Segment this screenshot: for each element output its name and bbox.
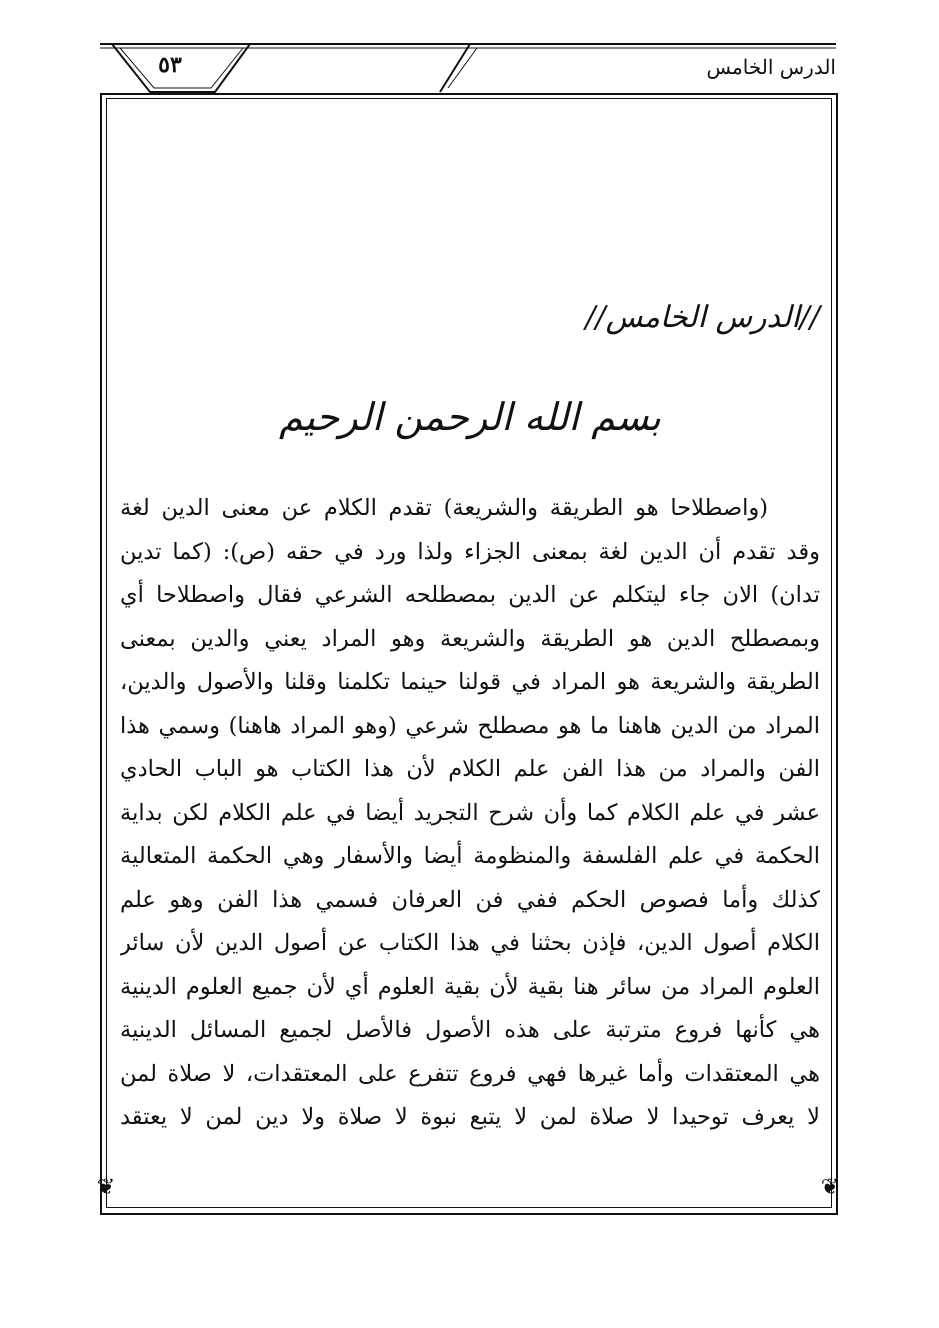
- body-line: الحكمة في علم الفلسفة والمنظومة أيضا والأسفار وهي الحكمة المتعالية: [120, 843, 820, 869]
- body-line: هي المعتقدات وأما غيرها فهي فروع تتفرع على المعتقدات، لا صلاة لمن: [120, 1060, 820, 1087]
- body-line: المراد من الدين هاهنا ما هو مصطلح شرعي (وهو المراد هاهنا) وسمي هذا: [120, 712, 820, 739]
- body-text: [120, 487, 820, 1140]
- body-line: وبمصطلح الدين هو الطريقة والشريعة وهو المراد يعني والدين بمعنى: [120, 625, 820, 652]
- page-number: ٥٣: [158, 52, 182, 78]
- body-line: عشر في علم الكلام كما وأن شرح التجريد أيضا في علم الكلام لكن بداية: [120, 799, 820, 826]
- running-head: الدرس الخامس: [706, 55, 836, 79]
- body-line: الطريقة والشريعة هو المراد في قولنا حينما تكلمنا وقلنا والأصول والدين،: [120, 669, 820, 695]
- body-line: لا يعرف توحيدا لا صلاة لمن لا يتبع نبوة لا صلاة ولا دين لمن لا يعتقد: [120, 1104, 820, 1130]
- body-line: (واصطلاحا هو الطريقة والشريعة) تقدم الكلام عن معنى الدين لغة: [120, 495, 768, 521]
- body-line: الكلام أصول الدين، فإذن بحثنا في هذا الكتاب عن أصول الدين لأن سائر: [120, 930, 820, 956]
- body-line: وقد تقدم أن الدين لغة بمعنى الجزاء ولذا ورد في حقه (ص): (كما تدين: [120, 538, 820, 565]
- body-line: كذلك وأما فصوص الحكم ففي فن العرفان فسمي هذا الفن وهو علم: [120, 886, 820, 913]
- floral-corner-icon: ❦: [96, 1175, 116, 1200]
- body-line: الفن والمراد من هذا الفن علم الكلام لأن هذا الكتاب هو الباب الحادي: [120, 756, 820, 782]
- body-line: العلوم المراد من سائر هنا بقية لأن بقية العلوم أي لأن جميع العلوم الدينية: [120, 973, 820, 1000]
- body-line: هي كأنها فروع مترتبة على هذه الأصول فالأصل لجميع المسائل الدينية: [120, 1017, 820, 1043]
- basmala: بسم الله الرحمن الرحيم: [279, 395, 661, 439]
- floral-corner-icon: ❦: [820, 1175, 840, 1200]
- lesson-title: //الدرس الخامس//: [585, 300, 820, 335]
- body-line: تدان) الان جاء ليتكلم عن الدين بمصطلحه الشرعي فقال واصطلاحا أي: [120, 582, 820, 608]
